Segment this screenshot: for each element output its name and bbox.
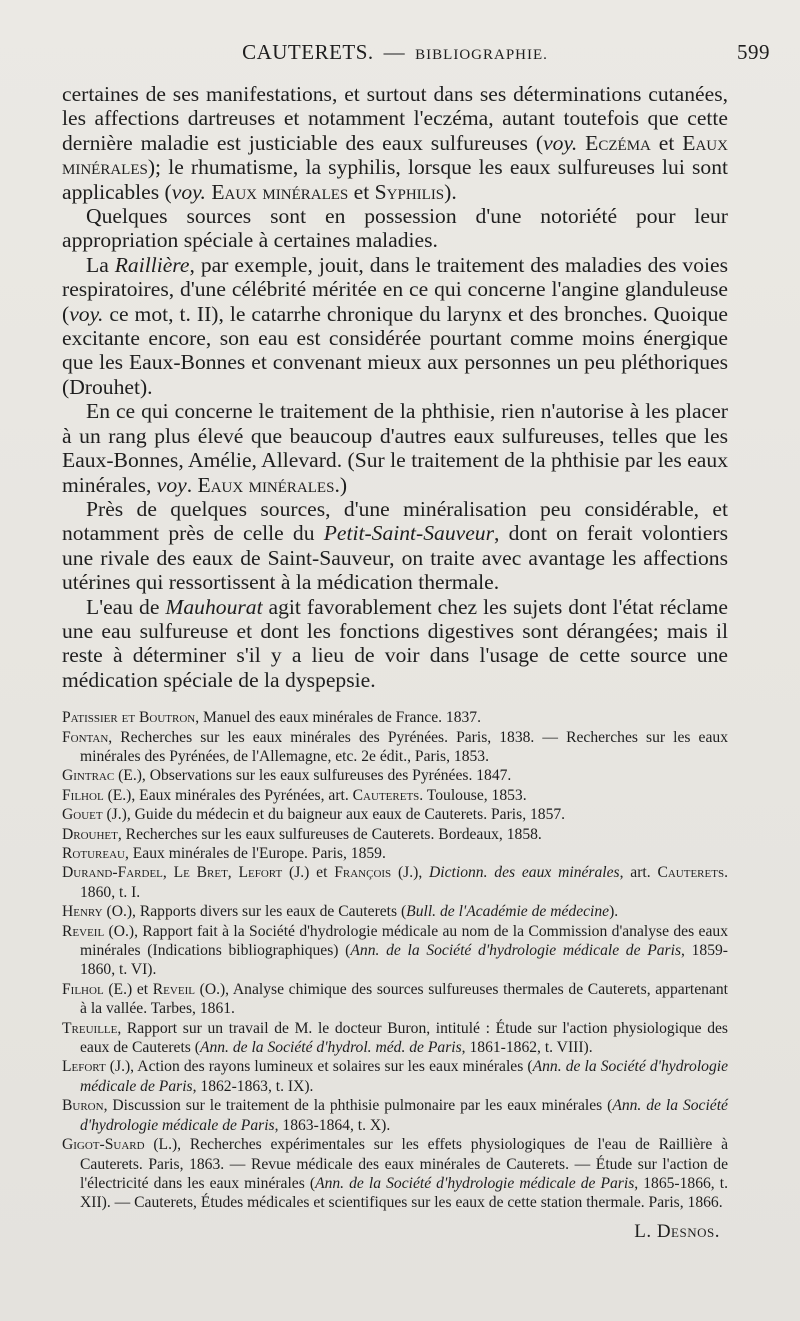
bibliography-entry — [62, 902, 728, 921]
text-run: , 1863-1864, t. X). — [274, 1116, 391, 1134]
italic-text: Petit-Saint-Sauveur — [323, 521, 495, 546]
small-caps-text: Gouet — [62, 806, 103, 824]
italic-text: Mauhourat — [165, 594, 263, 619]
text-run: (L.), Recherches expérimentales sur les effets physiologiques de l'eau de Raillière à Cauterets. Paris, 1863. — Revue médicale des eaux minérales de Cauterets. — Étude sur l'action de l'électricité dans les eaux minérales ( — [80, 1136, 728, 1192]
text-run: , dont on ferait volontiers une rivale des eaux de Saint-Sauveur, on traite avec avantage les affections utérines qui ressortissent à la médication thermale. — [62, 521, 728, 595]
bibliography-entry — [62, 825, 728, 844]
text-run: , Eaux minérales de l'Europe. Paris, 1859. — [124, 845, 386, 862]
text-run: , 1865-1866, t. XII). — Cauterets, Études médicales et scientifiques sur les eaux de cette station thermale. Paris, 1866. — [80, 1174, 728, 1212]
small-caps-text: Cauterets — [657, 864, 725, 882]
bibliography-entry — [62, 863, 728, 902]
italic-text: Raillière — [114, 252, 190, 277]
small-caps-text: Eaux minérales — [197, 472, 335, 497]
small-caps-text: Fontan — [62, 728, 109, 746]
small-caps-text: Cauterets — [352, 786, 420, 804]
italic-text: Ann. de la Société d'hydrologie médicale de Paris — [80, 1097, 728, 1134]
small-caps-text: Lefort — [62, 1058, 106, 1076]
page-number: 599 — [737, 40, 770, 64]
text-run: (E.), Eaux minérales des Pyrénées, art. — [103, 786, 353, 804]
text-run: En ce qui concerne le traitement de la phthisie, rien n'autorise à les placer à un rang plus élevé que beaucoup d'autres eaux sulfureuses, telles que les Eaux-Bonnes, Amélie, Allevard. (Sur le traitement de la phthisie par les eaux minérales, — [62, 399, 728, 497]
bibliography-list — [62, 708, 728, 1213]
text-run: L'eau de — [86, 594, 166, 619]
italic-text: Ann. de la Société d'hydrologie médicale de Paris — [315, 1174, 635, 1192]
text-run: Quelques sources sont en possession d'une notoriété pour leur appropriation spéciale à certaines maladies. — [62, 204, 728, 253]
text-run: Près de quelques sources, d'une minéralisation peu considérable, et notamment près de celle du — [62, 496, 728, 546]
bibliography-entry — [62, 1135, 728, 1213]
text-run: ). — [444, 179, 457, 204]
text-run: et — [650, 130, 683, 155]
paragraph — [62, 253, 728, 399]
bibliography-entry — [62, 728, 728, 767]
bibliography-entry — [62, 1019, 728, 1058]
text-run: ce mot, t. II), le catarrhe chronique du larynx et des bronches. Quoique excitante encore, son eau est considérée pourtant comme moins énergique que les Eaux-Bonnes et convenant mieux aux personnes un peu pléthoriques (Drouhet). — [62, 301, 728, 399]
text-run: , 1862-1863, t. IX). — [192, 1077, 314, 1095]
text-run: (E.), Observations sur les eaux sulfureuses des Pyrénées. 1847. — [114, 767, 512, 785]
text-run: . Toulouse, 1853. — [419, 786, 527, 804]
running-header — [62, 40, 770, 76]
text-run: , Rapport sur un travail de M. le docteur Buron, intitulé : Étude sur l'action physiologique des eaux de Cauterets ( — [80, 1019, 728, 1057]
small-caps-text: Reveil — [62, 922, 105, 940]
italic-text: Dictionn. des eaux minérales — [429, 864, 620, 882]
text-run: agit favorablement chez les sujets dont l'état réclame une eau sulfureuse et dont les fonctions digestives sont dérangées; mais il reste à déterminer s'il y a lieu de voir dans l'usage de cette source une médication spéciale de la dyspepsie. — [62, 594, 728, 692]
text-run: , 1859-1860, t. VI). — [80, 942, 728, 979]
small-caps-text: Gigot-Suard — [62, 1136, 145, 1154]
text-run: , art. — [619, 864, 658, 882]
text-run: (J.), Action des rayons lumineux et solaires sur les eaux minérales ( — [105, 1058, 533, 1076]
italic-text: Ann. de la Société d'hydrol. méd. de Paris — [199, 1039, 462, 1057]
author-signature — [62, 1221, 728, 1243]
text-run: (E.) et — [103, 980, 153, 998]
text-run: , par exemple, jouit, dans le traitement des maladies des voies respiratoires, d'une célébrité méritée en ce qui concerne l'angine glanduleuse ( — [62, 252, 728, 326]
text-run: ); le rhumatisme, la syphilis, lorsque les eaux sulfureuses lui sont applicables ( — [62, 155, 728, 204]
text-run: (O.), Rapport fait à la Société d'hydrologie médicale au nom de la Commission d'analyse des eaux minérales (Indications bibliographiques) ( — [80, 922, 728, 960]
main-text — [62, 82, 728, 692]
italic-text: Ann. de la Société d'hydrologie médicale de Paris — [350, 942, 682, 960]
small-caps-text: Reveil — [152, 980, 195, 998]
running-title: CAUTERETS. — [242, 40, 374, 64]
text-run: (J.), — [391, 864, 430, 882]
paragraph — [62, 399, 728, 497]
text-run: . — [186, 472, 198, 497]
text-run: . 1860, t. I. — [80, 864, 728, 901]
text-run: (J.) et — [282, 864, 335, 882]
paragraph — [62, 204, 728, 253]
small-caps-text: Eaux minérales — [211, 179, 349, 204]
small-caps-text: Durand-Fardel, Le Bret, Lefort — [62, 864, 283, 882]
bibliography-entry — [62, 1096, 728, 1135]
small-caps-text: Buron — [62, 1097, 104, 1115]
paragraph — [62, 497, 728, 595]
text-run: et — [348, 179, 375, 204]
text-run: .) — [334, 472, 348, 497]
text-run: ). — [609, 903, 619, 921]
italic-text: voy. — [543, 130, 578, 155]
header-separator: — — [383, 40, 406, 64]
small-caps-text: Eaux minérales — [62, 130, 728, 180]
bibliography-entry — [62, 766, 728, 785]
text-run: (O.), Rapports divers sur les eaux de Cauterets ( — [102, 903, 407, 921]
text-run: , 1861-1862, t. VIII). — [461, 1039, 593, 1057]
paragraph — [62, 82, 728, 204]
signature-text: L. Desnos. — [634, 1220, 720, 1242]
text-run — [577, 131, 585, 155]
small-caps-text: Drouhet — [62, 825, 118, 843]
italic-text: voy. — [69, 301, 104, 326]
small-caps-text: Treuille — [62, 1019, 118, 1037]
bibliography-entry — [62, 844, 728, 863]
text-run: , Recherches sur les eaux sulfureuses de Cauterets. Bordeaux, 1858. — [117, 825, 542, 843]
small-caps-text: Eczéma — [585, 130, 651, 155]
text-run: , Recherches sur les eaux minérales des Pyrénées. Paris, 1838. — Recherches sur les eaux minérales des Pyrénées, de l'Allemagne, etc. 2e édit., Paris, 1853. — [80, 728, 728, 765]
paragraph — [62, 595, 728, 693]
text-run: (J.), Guide du médecin et du baigneur aux eaux de Cauterets. Paris, 1857. — [102, 806, 566, 824]
small-caps-text: Henry — [62, 903, 103, 921]
small-caps-text: François — [334, 864, 392, 882]
italic-text: voy. — [171, 179, 206, 204]
bibliography-entry — [62, 1057, 728, 1096]
small-caps-text: Syphilis — [374, 179, 445, 204]
bibliography-entry — [62, 922, 728, 980]
small-caps-text: Filhol — [62, 786, 104, 804]
small-caps-text: Filhol — [62, 980, 104, 998]
small-caps-text: Patissier et Boutron — [62, 709, 196, 727]
italic-text: voy — [156, 472, 187, 497]
text-run: , Discussion sur le traitement de la phthisie pulmonaire par les eaux minérales ( — [103, 1097, 613, 1115]
text-run: certaines de ses manifestations, et surtout dans ses déterminations cutanées, les affections dartreuses et notamment l'eczéma, autant toutefois que cette dernière maladie est justiciable des eaux sulfureuses ( — [62, 82, 728, 155]
section-title: BIBLIOGRAPHIE. — [415, 47, 548, 63]
bibliography-entry — [62, 786, 728, 805]
italic-text: Bull. de l'Académie de médecine — [406, 903, 610, 921]
italic-text: Ann. de la Société d'hydrologie médicale de Paris — [80, 1058, 728, 1095]
small-caps-text: Rotureau — [62, 845, 125, 862]
bibliography-entry — [62, 805, 728, 824]
text-run: (O.), Analyse chimique des sources sulfureuses thermales de Cauterets, appartenant à la vallée. Tarbes, 1861. — [80, 980, 728, 1018]
text-run: , Manuel des eaux minérales de France. 1837. — [195, 709, 481, 727]
text-run: La — [86, 252, 115, 277]
bibliography-entry — [62, 980, 728, 1019]
bibliography-entry — [62, 708, 728, 727]
small-caps-text: Gintrac — [62, 767, 115, 785]
